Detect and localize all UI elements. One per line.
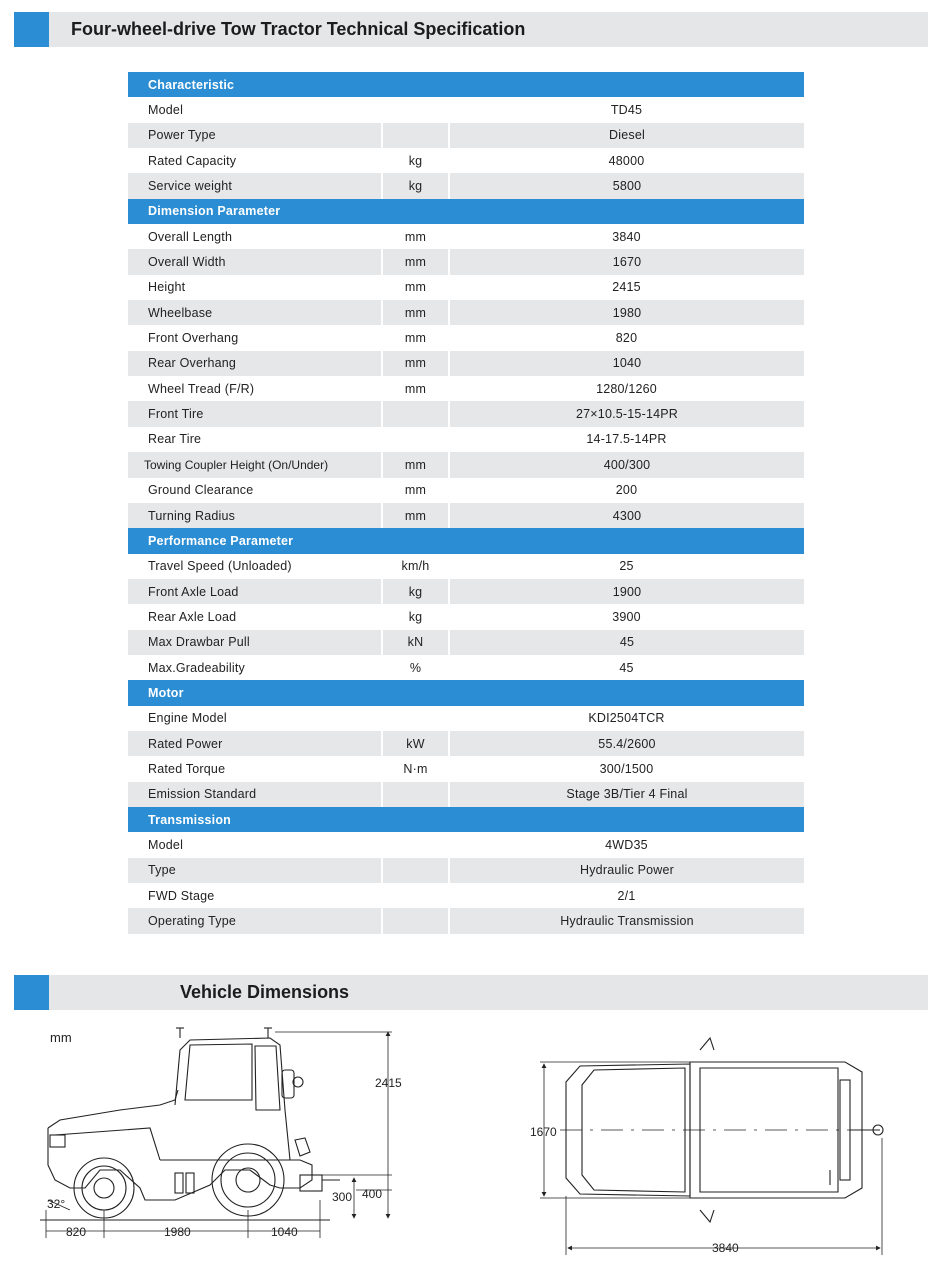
section-header [128,72,804,97]
spec-row [128,376,804,401]
spec-value: 55.4/2600 [449,731,804,756]
spec-unit [382,782,449,807]
dimension-drawing-svg [0,1010,950,1288]
spec-label: Rear Tire [148,432,202,447]
spec-unit: kg [408,153,423,168]
spec-row [128,325,804,350]
spec-row [128,832,804,857]
spec-row [128,503,804,528]
spec-label: Rated Capacity [148,153,237,168]
spec-label: Turning Radius [128,503,382,528]
spec-row [128,858,804,883]
spec-row [128,351,804,376]
spec-unit [382,123,449,148]
spec-unit: mm [382,503,449,528]
section-header [128,680,804,705]
front-overhang-label: 820 [66,1225,87,1239]
spec-table [128,72,804,934]
spec-unit: N·m [403,761,428,776]
spec-row [128,275,804,300]
spec-label: Rear Overhang [128,351,382,376]
spec-row [128,401,804,426]
spec-value: 14-17.5-14PR [586,432,667,447]
spec-row [128,706,804,731]
spec-label: Engine Model [148,711,227,726]
spec-label: Towing Coupler Height (On/Under) [128,452,382,477]
spec-row [128,224,804,249]
spec-label: Travel Speed (Unloaded) [148,559,292,574]
side-view-dimensions [46,1032,392,1238]
approach-angle-label: 32° [47,1197,66,1211]
spec-unit [382,427,449,452]
spec-value: 200 [615,483,638,498]
spec-value: 3900 [612,609,641,624]
spec-unit: % [409,660,422,675]
section-header [128,199,804,224]
section-title: Performance Parameter [128,528,804,553]
top-view-dimensions [540,1062,882,1255]
page-title: Four-wheel-drive Tow Tractor Technical Specification [71,19,526,39]
spec-unit: mm [382,249,449,274]
spec-header-banner [14,12,928,47]
spec-row [128,756,804,781]
spec-row [128,554,804,579]
spec-label: Type [128,858,382,883]
spec-label: Service weight [128,173,382,198]
spec-label: Overall Width [128,249,382,274]
spec-unit: mm [404,280,427,295]
spec-row [128,478,804,503]
spec-value: 2/1 [617,888,636,903]
spec-value: 4300 [449,503,804,528]
spec-unit: mm [404,229,427,244]
height-dimension-label: 2415 [375,1076,402,1090]
spec-label: Model [148,103,184,118]
spec-row [128,300,804,325]
coupler-under-dimension-label: 300 [332,1190,353,1204]
rear-overhang-label: 1040 [271,1225,298,1239]
spec-value: Hydraulic Power [449,858,804,883]
spec-unit: km/h [401,559,430,574]
length-dimension-label: 3840 [712,1241,739,1255]
spec-row [128,782,804,807]
spec-unit: mm [404,483,427,498]
spec-value: 4WD35 [605,837,648,852]
spec-unit [382,97,449,122]
spec-value: 1280/1260 [596,381,657,396]
spec-value: 2415 [612,280,641,295]
banner-accent-square [14,12,49,47]
spec-unit [382,706,449,731]
spec-unit: mm [382,351,449,376]
unit-label: mm [50,1030,72,1045]
spec-label: Max.Gradeability [148,660,245,675]
spec-value: Hydraulic Transmission [449,908,804,933]
spec-value: 1670 [449,249,804,274]
spec-row [128,579,804,604]
spec-row [128,908,804,933]
spec-value: 27×10.5-15-14PR [449,401,804,426]
section-title: Motor [128,680,804,705]
spec-unit [382,908,449,933]
spec-row [128,123,804,148]
spec-label: Rated Power [128,731,382,756]
section-header [128,528,804,553]
spec-row [128,427,804,452]
banner-accent-square [14,975,49,1010]
spec-value: KDI2504TCR [588,711,665,726]
section-title: Transmission [128,807,804,832]
spec-value: TD45 [610,103,643,118]
spec-row [128,630,804,655]
spec-label: Model [148,837,184,852]
spec-value: 820 [615,331,638,346]
spec-row [128,97,804,122]
spec-value: Diesel [449,123,804,148]
spec-value: 1980 [449,300,804,325]
spec-label: Overall Length [148,229,233,244]
spec-value: 45 [449,630,804,655]
spec-value: 400/300 [449,452,804,477]
spec-label: Wheel Tread (F/R) [148,381,255,396]
dimensions-header-banner [14,975,928,1010]
spec-row [128,604,804,629]
spec-unit: kg [382,173,449,198]
vehicle-dimension-drawings [0,1010,950,1288]
section-title: Characteristic [128,72,804,97]
spec-label: Rear Axle Load [148,609,237,624]
spec-label: Max Drawbar Pull [128,630,382,655]
spec-value: 1900 [449,579,804,604]
spec-value: 5800 [449,173,804,198]
spec-unit: kg [382,579,449,604]
spec-unit: kN [382,630,449,655]
coupler-on-dimension-label: 400 [362,1187,383,1201]
spec-row [128,249,804,274]
spec-unit: mm [382,300,449,325]
spec-unit [382,832,449,857]
wheelbase-label: 1980 [164,1225,191,1239]
spec-label: Front Axle Load [128,579,382,604]
spec-unit [382,883,449,908]
spec-unit [382,401,449,426]
spec-label: Operating Type [128,908,382,933]
dimensions-title: Vehicle Dimensions [180,982,350,1002]
spec-value: 300/1500 [599,761,654,776]
spec-label: Power Type [128,123,382,148]
spec-value: 25 [619,559,634,574]
spec-row [128,883,804,908]
spec-row [128,655,804,680]
spec-row [128,148,804,173]
spec-row [128,173,804,198]
spec-label: Front Tire [128,401,382,426]
spec-value: 48000 [608,153,645,168]
spec-label: Front Overhang [148,331,239,346]
side-view-drawing [40,1028,340,1220]
spec-unit: mm [382,452,449,477]
width-dimension-label: 1670 [530,1125,557,1139]
section-header [128,807,804,832]
spec-label: Rated Torque [148,761,226,776]
spec-row [128,731,804,756]
spec-row [128,452,804,477]
spec-unit: mm [404,331,427,346]
spec-value: Stage 3B/Tier 4 Final [449,782,804,807]
spec-unit: kg [408,609,423,624]
spec-unit: kW [382,731,449,756]
spec-label: Height [148,280,186,295]
spec-label: FWD Stage [148,888,215,903]
spec-value: 45 [619,660,634,675]
spec-unit [382,858,449,883]
spec-label: Emission Standard [128,782,382,807]
spec-value: 1040 [449,351,804,376]
spec-unit: mm [404,381,427,396]
section-title: Dimension Parameter [128,199,804,224]
spec-label: Wheelbase [128,300,382,325]
spec-value: 3840 [612,229,641,244]
spec-label: Ground Clearance [148,483,254,498]
